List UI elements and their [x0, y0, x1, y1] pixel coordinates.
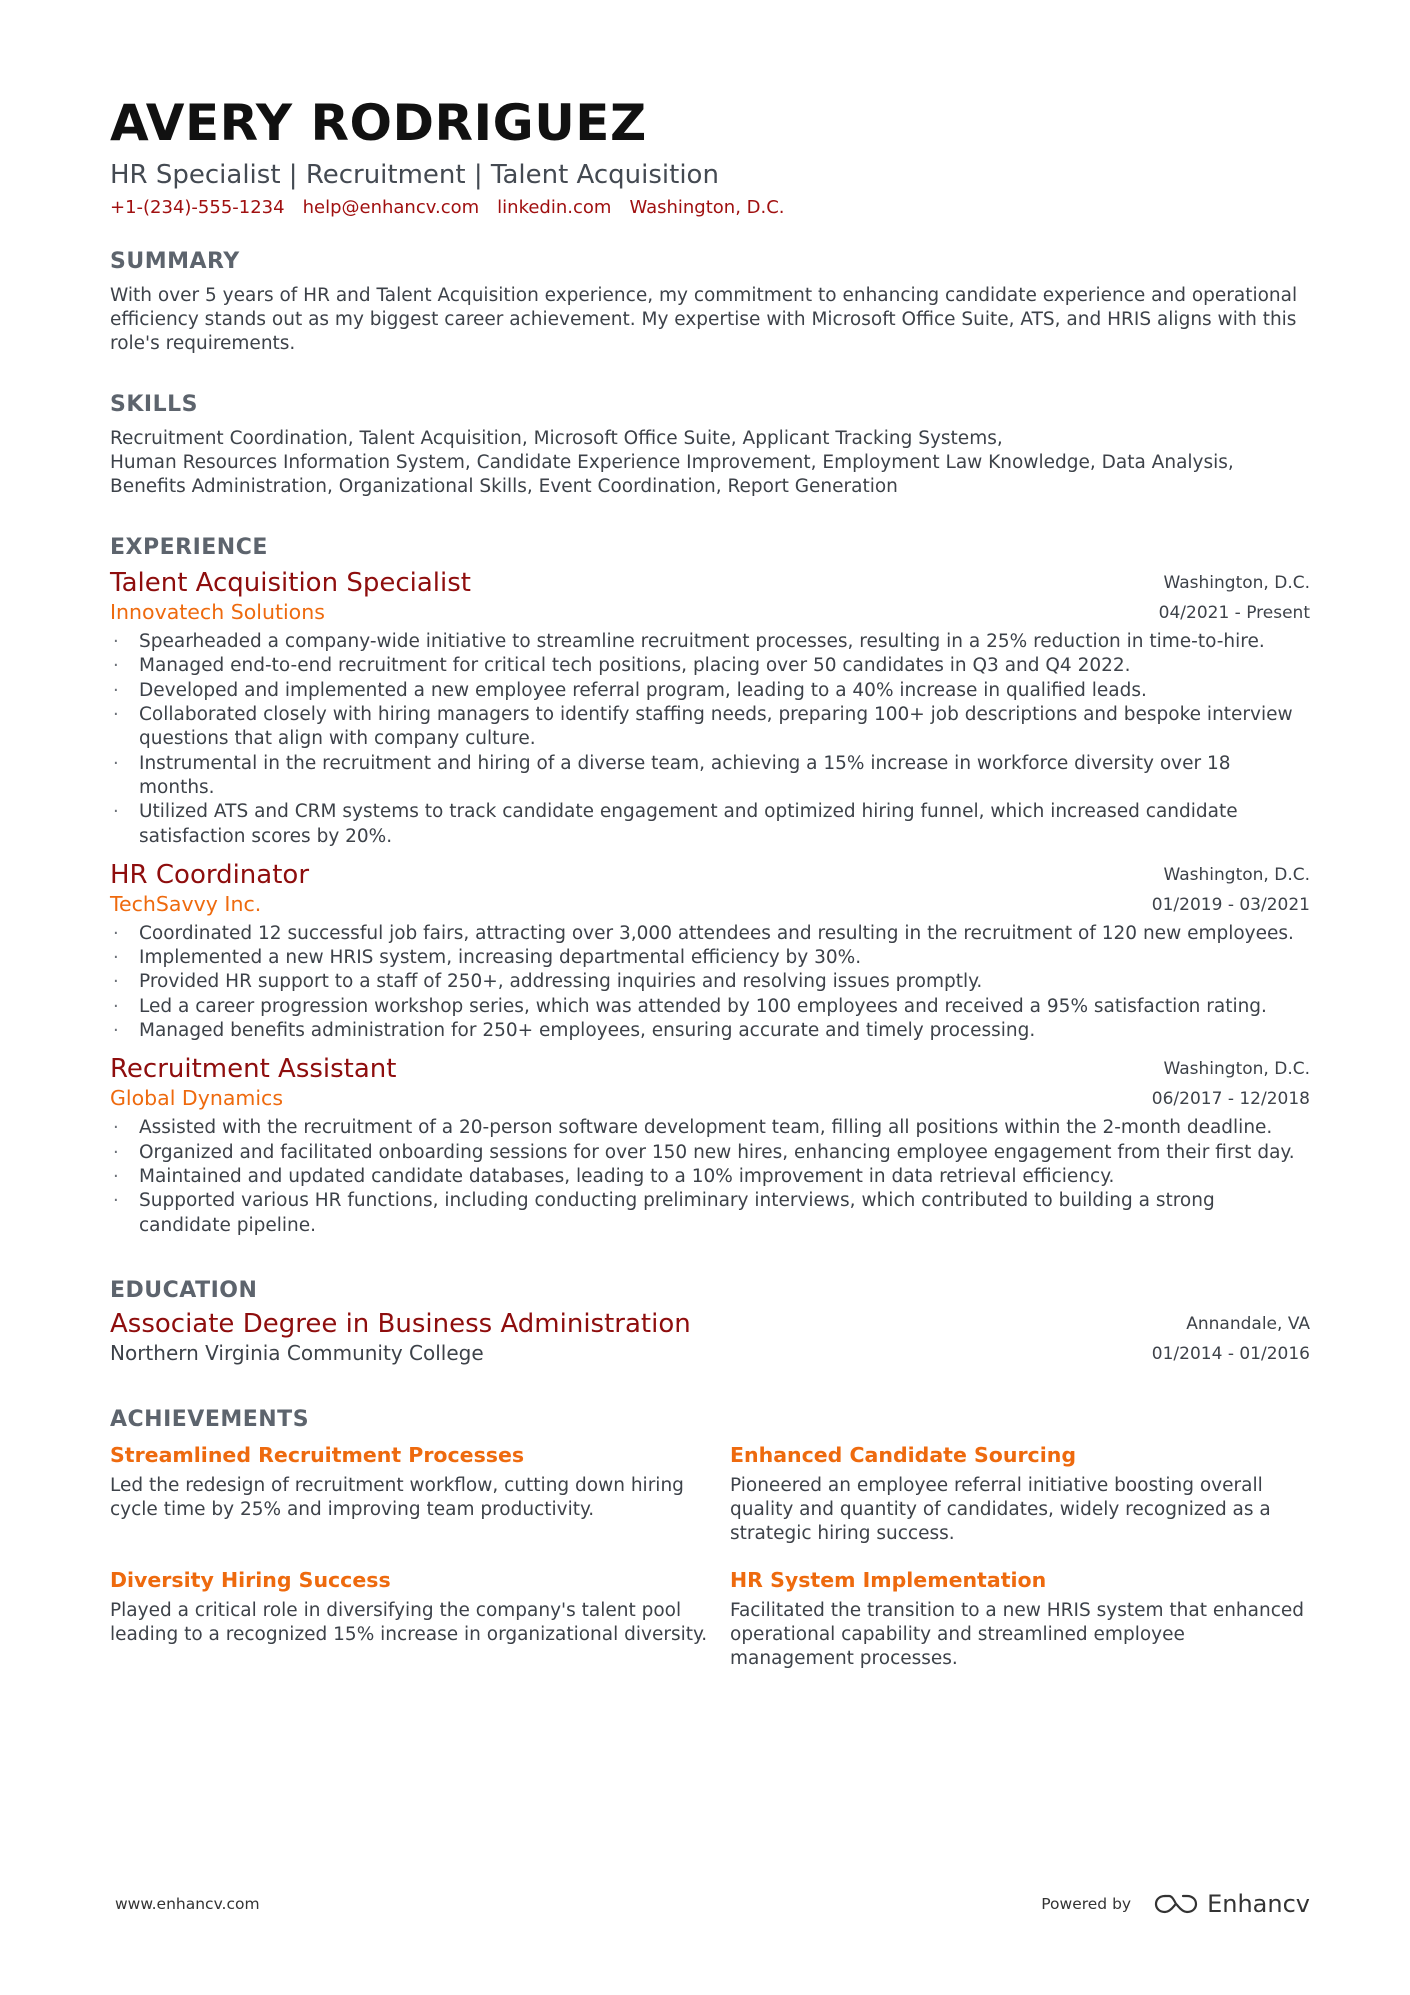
- candidate-headline: HR Specialist | Recruitment | Talent Acquisition: [110, 160, 719, 190]
- job-meta: [1152, 860, 1310, 920]
- bullet-item: · Managed benefits administration for 250+ employees, ensuring accurate and timely processing.: [110, 1019, 1310, 1043]
- achievement-desc: Played a critical role in diversifying the company's talent pool leading to a recognized 15% increase in organizational diversity.: [110, 1599, 708, 1646]
- job-bullets: [110, 922, 1310, 1043]
- enhancv-logo[interactable]: [1153, 1890, 1310, 1918]
- bullet-item: · Provided HR support to a staff of 250+, addressing inquiries and resolving issues promptly.: [110, 970, 1310, 994]
- powered-by: [1041, 1890, 1310, 1918]
- experience-title: EXPERIENCE: [110, 535, 268, 561]
- bullet-item: · Maintained and updated candidate databases, leading to a 10% improvement in data retrieval efficiency.: [110, 1165, 1310, 1189]
- email-link[interactable]: help@enhancv.com: [302, 197, 480, 219]
- summary-section: [110, 249, 1310, 356]
- experience-section: [110, 535, 1310, 1238]
- job-location: Washington, D.C.: [1163, 573, 1310, 594]
- job-meta: [1159, 568, 1310, 628]
- job-meta: [1152, 1054, 1310, 1114]
- bullet-item: · Instrumental in the recruitment and hiring of a diverse team, achieving a 15% increase in workforce diversity over 18 months.: [110, 752, 1310, 801]
- bullet-item: · Managed end-to-end recruitment for critical tech positions, placing over 50 candidates in Q3 and Q4 2022.: [110, 654, 1310, 678]
- bullet-item: · Utilized ATS and CRM systems to track candidate engagement and optimized hiring funnel, which increased candidate satisfaction scores by 20%.: [110, 800, 1310, 849]
- job-title: Recruitment Assistant: [110, 1054, 397, 1085]
- skills-section: [110, 392, 1310, 499]
- experience-entry: [110, 1054, 1310, 1237]
- bullet-item: · Led a career progression workshop series, which was attended by 100 employees and received a 95% satisfaction rating.: [110, 995, 1310, 1019]
- summary-title: SUMMARY: [110, 249, 240, 275]
- brand-name: Enhancv: [1207, 1890, 1310, 1918]
- achievements-title: ACHIEVEMENTS: [110, 1406, 310, 1432]
- company-name: TechSavvy Inc.: [110, 891, 262, 916]
- achievement-desc: Led the redesign of recruitment workflow, cutting down hiring cycle time by 25% and improving team productivity.: [110, 1474, 684, 1521]
- job-dates: 06/2017 - 12/2018: [1151, 1089, 1310, 1110]
- bullet-item: · Developed and implemented a new employee referral program, leading to a 40% increase in qualified leads.: [110, 679, 1310, 703]
- resume-page: [110, 90, 1310, 1672]
- achievement-item: [730, 1440, 1310, 1547]
- education-entry: [110, 1309, 1310, 1369]
- candidate-name: AVERY RODRIGUEZ: [110, 94, 647, 152]
- skills-title: SKILLS: [110, 392, 198, 418]
- achievement-title: Enhanced Candidate Sourcing: [730, 1442, 1077, 1467]
- company-name: Innovatech Solutions: [110, 600, 325, 625]
- job-dates: 01/2019 - 03/2021: [1151, 894, 1310, 915]
- website-link[interactable]: www.enhancv.com: [115, 1895, 260, 1913]
- education-meta: [1152, 1309, 1310, 1369]
- school-name: Northern Virginia Community College: [110, 1340, 484, 1365]
- bullet-item: · Spearheaded a company-wide initiative to streamline recruitment processes, resulting in a 25% reduction in time-to-hire.: [110, 630, 1310, 654]
- education-title: EDUCATION: [110, 1277, 258, 1303]
- job-header: [110, 568, 1310, 628]
- achievement-item: [110, 1565, 730, 1672]
- page-footer: [115, 1890, 1310, 1918]
- bullet-item: · Implemented a new HRIS system, increasing departmental efficiency by 30%.: [110, 946, 1310, 970]
- job-location: Washington, D.C.: [1163, 864, 1310, 885]
- achievements-section: [110, 1407, 1310, 1672]
- phone-link[interactable]: +1-(234)-555-1234: [110, 197, 285, 219]
- bullet-item: · Organized and facilitated onboarding sessions for over 150 new hires, enhancing employee engagement from their first day.: [110, 1141, 1310, 1165]
- contact-row: [110, 197, 1310, 218]
- bullet-item: · Coordinated 12 successful job fairs, attracting over 3,000 attendees and resulting in the recruitment of 120 new employees.: [110, 922, 1310, 946]
- job-dates: 04/2021 - Present: [1158, 603, 1310, 624]
- job-bullets: [110, 1116, 1310, 1237]
- education-dates: 01/2014 - 01/2016: [1151, 1343, 1310, 1364]
- job-header: [110, 860, 1310, 920]
- skills-line: Benefits Administration, Organizational Skills, Event Coordination, Report Generation: [110, 476, 898, 498]
- experience-entry: [110, 860, 1310, 1043]
- powered-by-label: Powered by: [1041, 1895, 1132, 1913]
- education-location: Annandale, VA: [1186, 1313, 1310, 1334]
- achievement-item: [110, 1440, 730, 1547]
- experience-entry: [110, 568, 1310, 849]
- job-bullets: [110, 630, 1310, 849]
- company-name: Global Dynamics: [110, 1086, 283, 1111]
- achievement-title: Diversity Hiring Success: [110, 1567, 391, 1592]
- summary-text: With over 5 years of HR and Talent Acquisition experience, my commitment to enhancing candidate experience and operational efficiency stands out as my biggest career achievement. My expertise with Microsoft Office Suite, ATS, and HRIS aligns with this role's requirements.: [110, 285, 1298, 355]
- achievement-title: Streamlined Recruitment Processes: [110, 1442, 525, 1467]
- bullet-item: · Assisted with the recruitment of a 20-person software development team, filling all positions within the 2-month deadline.: [110, 1116, 1310, 1140]
- linkedin-link[interactable]: linkedin.com: [497, 197, 612, 219]
- resume-header: [110, 94, 1310, 219]
- achievement-desc: Facilitated the transition to a new HRIS system that enhanced operational capability and streamlined employee management processes.: [730, 1599, 1305, 1670]
- bullet-item: · Supported various HR functions, including conducting preliminary interviews, which contributed to building a strong candidate pipeline.: [110, 1189, 1310, 1238]
- job-title: HR Coordinator: [110, 859, 310, 890]
- location-text: Washington, D.C.: [629, 197, 785, 219]
- degree-title: Associate Degree in Business Administration: [110, 1308, 691, 1339]
- bullet-item: · Collaborated closely with hiring managers to identify staffing needs, preparing 100+ job descriptions and bespoke interview questions that align with company culture.: [110, 703, 1310, 752]
- skills-line: Human Resources Information System, Candidate Experience Improvement, Employment Law Knowledge, Data Analysis,: [110, 452, 1234, 474]
- skills-line: Recruitment Coordination, Talent Acquisition, Microsoft Office Suite, Applicant Tracking Systems,: [110, 428, 1003, 450]
- job-title: Talent Acquisition Specialist: [110, 568, 471, 599]
- job-location: Washington, D.C.: [1163, 1059, 1310, 1080]
- education-section: [110, 1278, 1310, 1369]
- job-header: [110, 1054, 1310, 1114]
- achievements-grid: [110, 1440, 1310, 1672]
- skills-list: [110, 427, 1310, 499]
- achievement-item: [730, 1565, 1310, 1672]
- infinity-icon: [1153, 1892, 1199, 1916]
- achievement-title: HR System Implementation: [730, 1567, 1047, 1592]
- achievement-desc: Pioneered an employee referral initiative boosting overall quality and quantity of candidates, widely recognized as a strategic hiring success.: [730, 1474, 1271, 1545]
